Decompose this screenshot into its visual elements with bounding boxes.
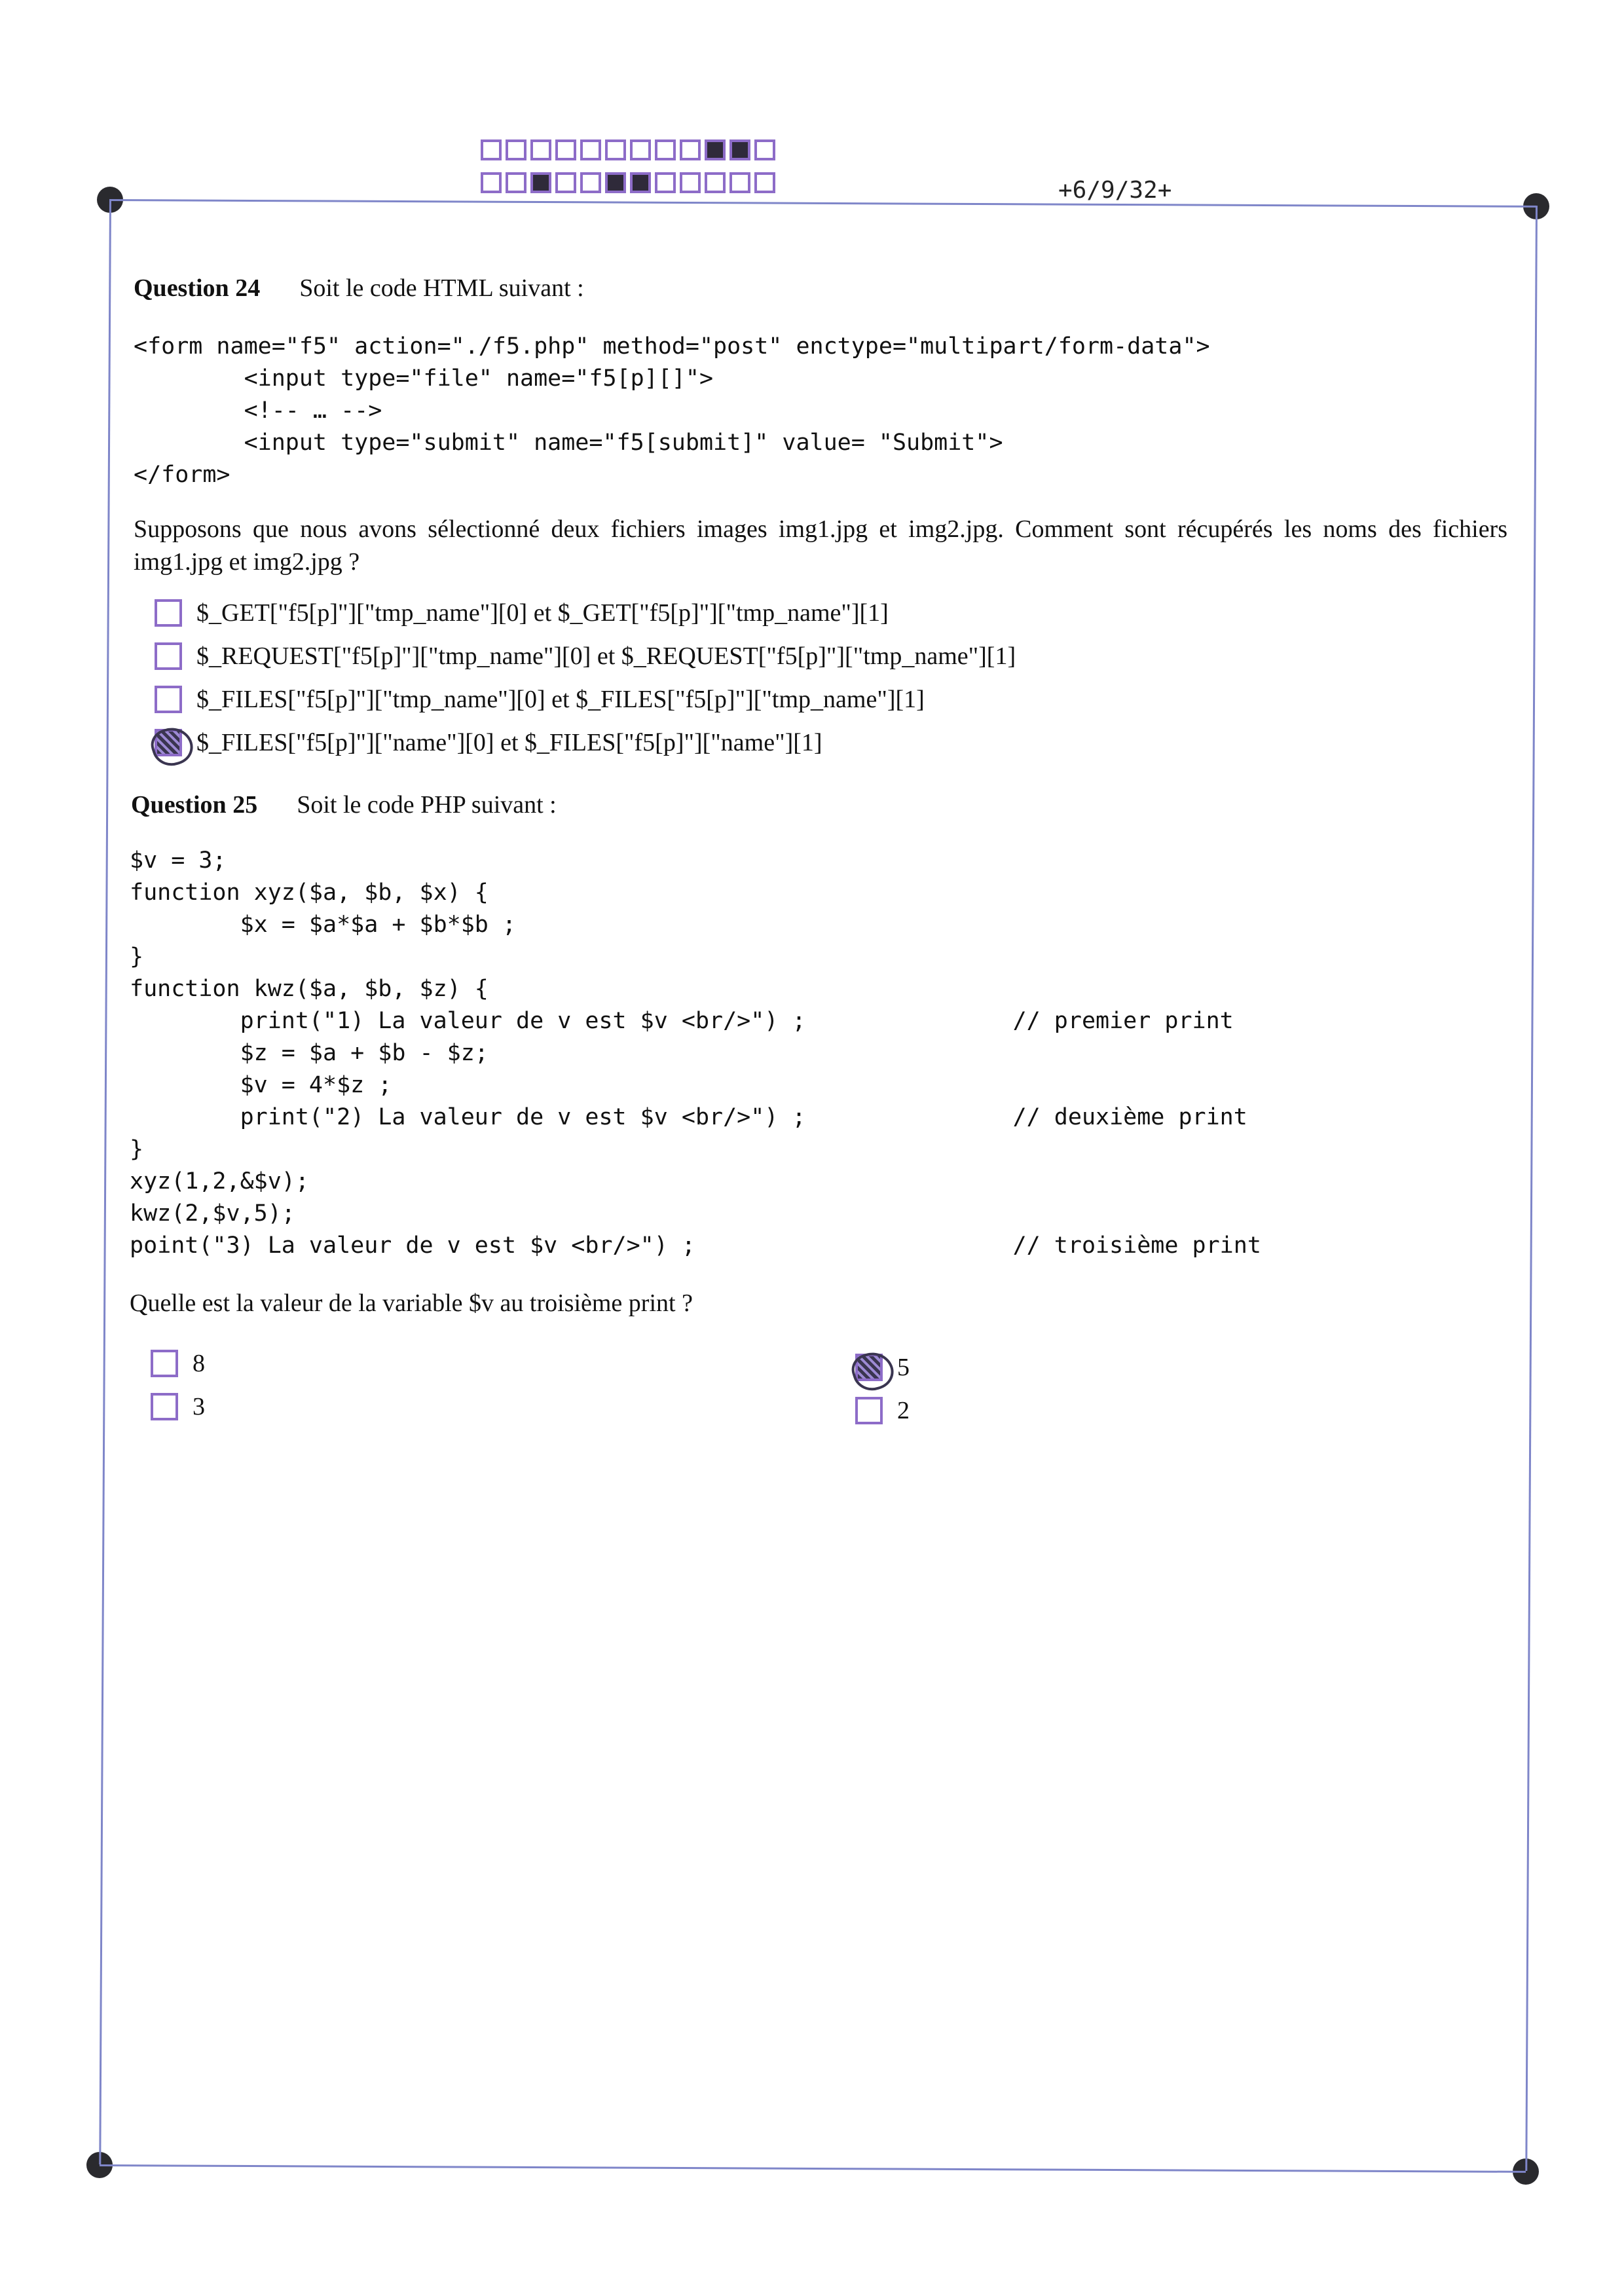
page-id: +6/9/32+ (1058, 177, 1172, 204)
answer-choice[interactable] (855, 1396, 910, 1425)
barcode-cell (655, 139, 676, 160)
answer-label: $_FILES["f5[p]"]["tmp_name"][0] et $_FILES["f5[p]"]["tmp_name"][1] (196, 686, 925, 713)
barcode-cell (630, 139, 651, 160)
answer-choice[interactable] (155, 642, 1016, 671)
barcode-cell (754, 172, 775, 193)
barcode-cell (729, 139, 750, 160)
answer-label: 8 (193, 1350, 205, 1377)
barcode-cell (705, 139, 726, 160)
answer-checkbox[interactable] (155, 686, 182, 713)
answer-checkbox[interactable] (855, 1397, 883, 1424)
barcode-cell (580, 139, 601, 160)
answer-choice[interactable] (855, 1353, 910, 1382)
frame-bottom (100, 2164, 1526, 2173)
barcode-row-1 (481, 139, 779, 160)
question-25-code: $v = 3; function xyz($a, $b, $x) { $x = $a*$a + $b*$b ; } function kwz($a, $b, $z) { print("1) La valeur de v est $v <br/>") ; // premier print $z = $a + $b - $z; $v = 4*$z ; print("2) La valeur de v est $v <br/>") ; // deuxième print } xyz(1,2,&$v); kwz(2,$v,5); point("3) La valeur de v est $v <br/>") ; // troisième print (130, 847, 1261, 1259)
barcode-cell (506, 172, 526, 193)
barcode-cell (630, 172, 651, 193)
question-25-prompt: Quelle est la valeur de la variable $v au troisième print ? (130, 1289, 693, 1317)
question-text: Soit le code HTML suivant : (299, 274, 584, 302)
answer-label: $_GET["f5[p]"]["tmp_name"][0] et $_GET["f5[p]"]["tmp_name"][1] (196, 599, 889, 627)
barcode-cell (754, 139, 775, 160)
answer-label: 3 (193, 1393, 205, 1420)
answer-label: $_FILES["f5[p]"]["name"][0] et $_FILES["f5[p]"]["name"][1] (196, 729, 822, 756)
answer-checkbox[interactable] (155, 729, 182, 756)
barcode-cell (580, 172, 601, 193)
barcode-row-2 (481, 172, 779, 193)
barcode-cell (481, 172, 502, 193)
frame-left (99, 199, 111, 2164)
answer-checkbox[interactable] (155, 599, 182, 627)
barcode-cell (680, 172, 701, 193)
question-text: Soit le code PHP suivant : (297, 791, 557, 819)
barcode-cell (555, 172, 576, 193)
question-number: Question 25 (131, 791, 258, 819)
answer-label: $_REQUEST["f5[p]"]["tmp_name"][0] et $_REQUEST["f5[p]"]["tmp_name"][1] (196, 642, 1016, 670)
barcode-cell (530, 172, 551, 193)
answer-choice[interactable] (151, 1349, 205, 1378)
question-24-title (134, 274, 584, 303)
barcode-cell (705, 172, 726, 193)
barcode-cell (506, 139, 526, 160)
barcode-cell (655, 172, 676, 193)
question-number: Question 24 (134, 274, 261, 302)
answer-choice[interactable] (151, 1392, 205, 1421)
answer-checkbox[interactable] (155, 642, 182, 670)
answer-label: 2 (897, 1397, 910, 1424)
barcode-cell (605, 172, 626, 193)
barcode-cell (555, 139, 576, 160)
frame-top (110, 199, 1536, 208)
barcode-cell (605, 139, 626, 160)
answer-checkbox[interactable] (151, 1393, 178, 1420)
question-25-title (131, 790, 557, 819)
barcode-cell (481, 139, 502, 160)
answer-checkbox[interactable] (151, 1350, 178, 1377)
answer-choice[interactable] (155, 599, 889, 627)
question-24-code: <form name="f5" action="./f5.php" method="post" enctype="multipart/form-data"> <input type="file" name="f5[p][]"> <!-- … --> <input type="submit" name="f5[submit]" value= "Submit"> </form> (134, 333, 1210, 488)
answer-choice[interactable] (155, 728, 822, 757)
barcode-cell (530, 139, 551, 160)
barcode-cell (680, 139, 701, 160)
question-24-prompt: Supposons que nous avons sélectionné deux fichiers images img1.jpg et img2.jpg. Comment sont récupérés les noms des fichiers img1.jpg et img2.jpg ? (134, 515, 1507, 576)
frame-right (1525, 206, 1538, 2171)
answer-label: 5 (897, 1354, 910, 1381)
barcode-cell (729, 172, 750, 193)
answer-checkbox[interactable] (855, 1354, 883, 1381)
answer-choice[interactable] (155, 685, 925, 714)
